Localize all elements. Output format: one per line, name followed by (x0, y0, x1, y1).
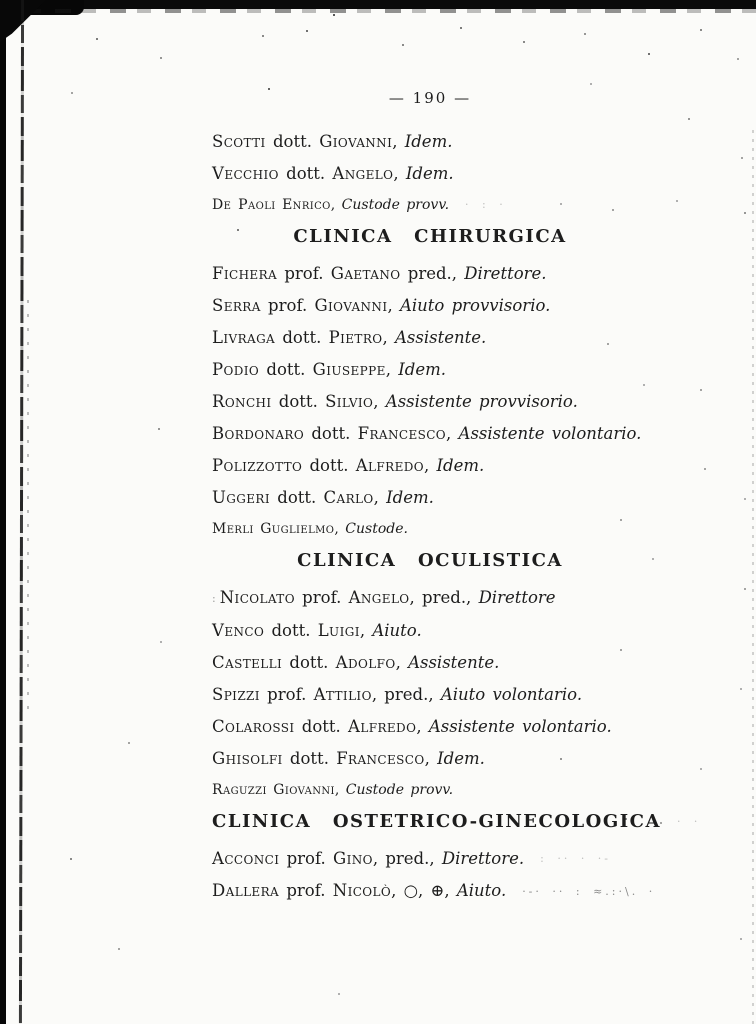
entry-given-name: Giovanni (273, 781, 335, 798)
directory-entry (212, 456, 648, 476)
entry-separator: , pred., (372, 848, 442, 868)
entry-role: Assistente. (395, 328, 487, 347)
entry-separator: , (392, 132, 405, 151)
entry-surname: Merli (212, 521, 254, 537)
entry-role: Aiuto provvisorio. (399, 296, 551, 315)
section-heading (212, 550, 648, 572)
entry-surname: Ghisolfi (212, 748, 283, 768)
entry-surname: Polizzotto (212, 456, 303, 475)
entry-title-abbrev: dott. (282, 652, 336, 672)
directory-entry (212, 653, 648, 673)
directory-entry (212, 749, 648, 769)
entry-surname: Uggeri (212, 488, 271, 507)
binding-crack-line (19, 0, 24, 1024)
entry-role: Idem. (436, 456, 485, 475)
entry-separator: , (385, 360, 399, 379)
entry-role: Custode. (345, 521, 408, 537)
scan-smudge: : ·· · ·- (540, 852, 612, 865)
entry-surname: Livraga (212, 328, 276, 347)
entry-role: Idem. (437, 748, 485, 768)
entry-surname: Fichera (212, 264, 278, 283)
entry-separator: , (359, 620, 373, 640)
entry-separator: pred., (400, 264, 465, 283)
entry-given-name: Angelo (332, 164, 394, 183)
directory-entry (212, 164, 648, 184)
entry-separator: , (424, 456, 437, 475)
entry-given-name: Luigi (317, 620, 360, 640)
directory-entry (212, 520, 648, 538)
scan-edge-left (0, 0, 6, 1024)
scan-smudge: · · (676, 814, 701, 828)
entry-given-name: Carlo (323, 488, 374, 507)
scan-smudge: ·-· ·· : ≈.:·\. · (522, 884, 656, 898)
entry-separator: , pred., (409, 588, 479, 607)
entry-surname: Serra (212, 296, 261, 315)
entry-separator: , ○, ⊕, (391, 881, 457, 900)
entry-title-abbrev: prof. (294, 588, 349, 607)
entry-role: Aiuto. (372, 620, 422, 640)
section-heading (212, 226, 648, 248)
directory-entry (212, 849, 648, 870)
entry-given-name: Guglielmo (260, 521, 335, 537)
entry-title-abbrev: dott. (275, 328, 329, 347)
scan-edge-top-fuzz (0, 9, 756, 13)
entry-title-abbrev: dott. (304, 424, 358, 443)
entry-separator: , (373, 392, 386, 411)
entry-surname: Bordonaro (212, 424, 305, 443)
directory-entry (212, 424, 648, 444)
entry-surname: Scotti (212, 132, 266, 151)
entry-title-abbrev: dott. (259, 360, 313, 379)
directory-entry (212, 588, 648, 609)
directory-entry (212, 717, 648, 737)
entry-separator: , (373, 488, 387, 507)
entry-given-name: Francesco (336, 748, 425, 768)
directory-entry (212, 296, 648, 316)
entry-given-name: Nicolò (332, 881, 392, 900)
entry-title-abbrev: prof. (260, 296, 315, 315)
entry-role: Idem. (404, 132, 453, 151)
entry-title-abbrev: dott. (278, 164, 333, 183)
section-heading (212, 810, 701, 833)
scan-edge-top (0, 0, 756, 9)
page-number: — 190 — (388, 89, 472, 107)
entry-given-name: Enrico (282, 197, 331, 213)
entry-title-abbrev: dott. (264, 620, 318, 640)
directory-entry (212, 685, 648, 705)
entry-title-abbrev: prof. (279, 881, 333, 900)
binding-crack-fuzz (27, 300, 29, 720)
entry-separator: , (416, 716, 429, 736)
directory-entry (212, 196, 648, 214)
entry-surname: Spizzi (212, 684, 260, 704)
entry-given-name: Giuseppe (312, 360, 386, 379)
entry-role: Assistente provvisorio. (385, 392, 578, 411)
entry-role: Idem. (405, 164, 454, 183)
entry-role: Custode provv. (345, 781, 454, 798)
scan-edge-right (752, 130, 754, 1024)
entry-surname: Acconci (212, 848, 280, 868)
entry-given-name: Francesco (357, 424, 447, 443)
entry-separator: , (393, 164, 406, 183)
entry-title-abbrev: prof. (277, 264, 331, 283)
entry-surname: Castelli (212, 652, 283, 672)
entry-separator: , (330, 197, 342, 213)
entry-separator: , (382, 328, 396, 347)
entry-role: Direttore. (441, 848, 525, 868)
entry-title-abbrev: dott. (302, 456, 356, 475)
section-heading-label: CLINICA OCULISTICA (297, 550, 563, 571)
entry-title-abbrev: prof. (279, 848, 333, 868)
entry-role: Aiuto. (456, 881, 507, 900)
scan-smudge: : (212, 591, 216, 605)
entry-surname: Colarossi (212, 716, 295, 736)
entry-role: Assistente volontario. (458, 424, 642, 443)
entry-separator: , pred., (371, 684, 441, 704)
entry-separator: , (387, 296, 400, 315)
entry-given-name: Attilio (313, 684, 372, 704)
entry-given-name: Alfredo (355, 456, 424, 475)
entry-role: Assistente. (408, 652, 500, 672)
entry-surname: Vecchio (212, 164, 279, 183)
directory-entry (212, 360, 648, 380)
entry-title-abbrev: dott. (265, 132, 320, 151)
scan-smudge: · : · (465, 198, 506, 211)
directory-entry (212, 781, 648, 799)
entry-surname: Ronchi (212, 392, 272, 411)
entry-separator: , (424, 748, 438, 768)
entry-separator: , (334, 521, 346, 537)
entry-title-abbrev: dott. (294, 716, 349, 736)
directory-entry (212, 488, 648, 508)
section-heading-label: CLINICA CHIRURGICA (293, 226, 567, 247)
entry-given-name: Gino (332, 848, 373, 868)
entry-title-abbrev: dott. (270, 488, 324, 507)
text-column (212, 88, 701, 914)
entry-given-name: Gaetano (330, 264, 401, 283)
directory-entry (212, 881, 656, 902)
directory-entry (212, 392, 648, 412)
entry-title-abbrev: dott. (282, 748, 337, 768)
entry-surname: Podio (212, 360, 260, 379)
entry-role: Idem. (386, 488, 434, 507)
entry-surname: Dallera (212, 881, 280, 900)
directory-blocks (212, 132, 701, 902)
entry-surname: Venco (212, 620, 265, 640)
entry-given-name: Angelo (348, 588, 410, 607)
entry-role: Custode provv. (341, 197, 450, 213)
directory-entry (212, 264, 648, 284)
scan-speckles (0, 0, 2, 2)
entry-title-abbrev: dott. (271, 392, 326, 411)
directory-entry (212, 328, 648, 348)
entry-separator: , (334, 781, 346, 798)
entry-given-name: Adolfo (335, 652, 396, 672)
section-heading-label: CLINICA OSTETRICO-GINECOLOGICA (212, 810, 661, 832)
entry-surname: Nicolato (219, 588, 295, 607)
entry-given-name: Giovanni (314, 296, 388, 315)
entry-separator: , (395, 652, 409, 672)
entry-given-name: Alfredo (348, 716, 417, 736)
entry-role: Aiuto volontario. (440, 684, 583, 704)
directory-entry (212, 132, 648, 152)
entry-given-name: Silvio (325, 392, 374, 411)
entry-given-name: Giovanni (319, 132, 393, 151)
entry-role: Assistente volontario. (428, 716, 612, 736)
entry-separator: , (446, 424, 459, 443)
entry-role: Direttore. (464, 264, 547, 283)
directory-entry (212, 621, 648, 641)
entry-role: Direttore (478, 588, 556, 607)
entry-given-name: Pietro (328, 328, 383, 347)
entry-role: Idem. (398, 360, 447, 379)
entry-surname: De Paoli (212, 197, 276, 213)
entry-surname: Raguzzi (212, 781, 267, 798)
entry-title-abbrev: prof. (259, 684, 314, 704)
